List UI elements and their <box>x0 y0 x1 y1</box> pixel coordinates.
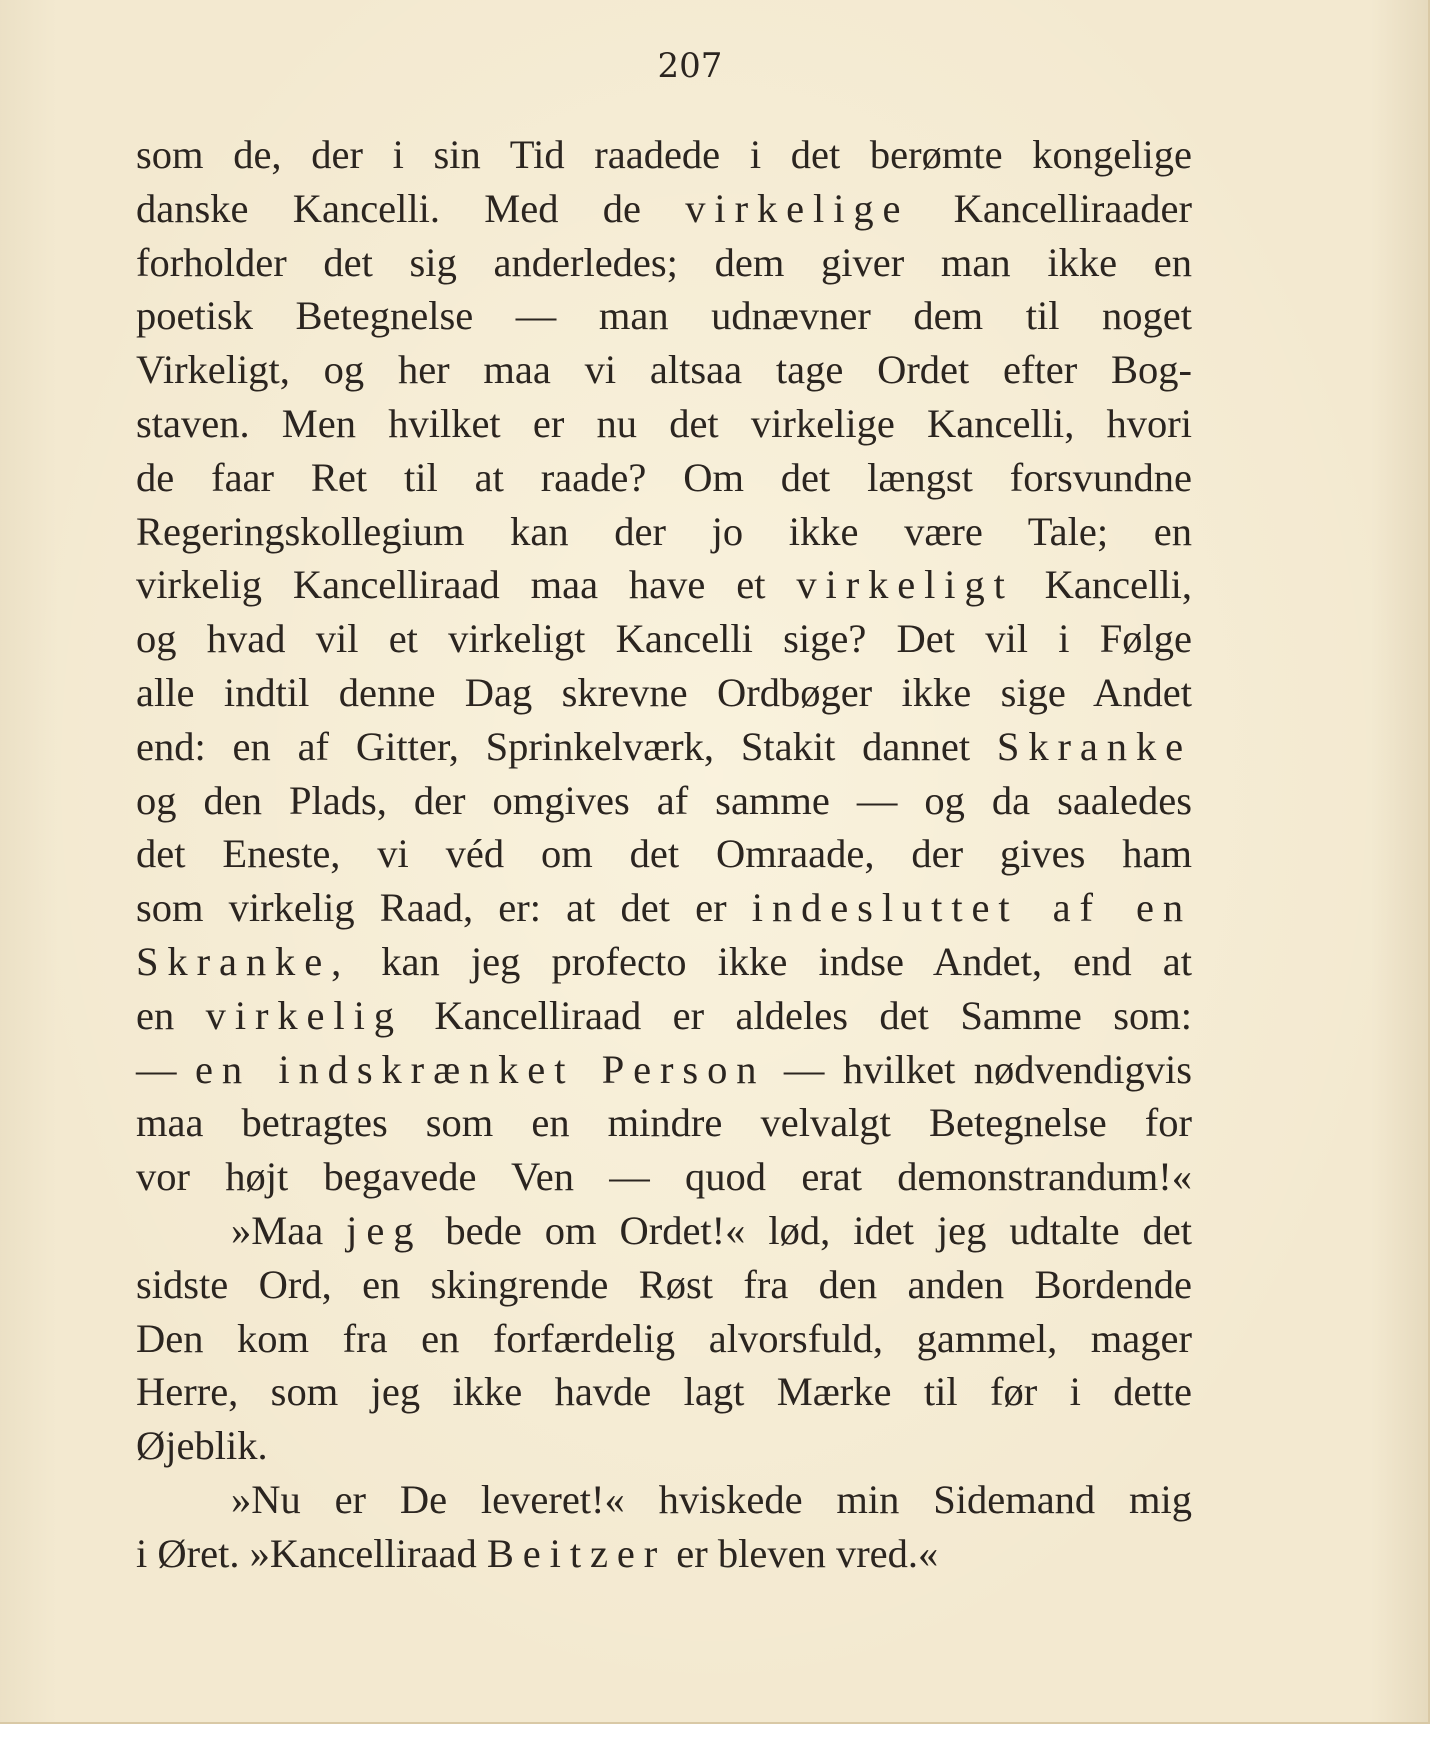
text-line <box>136 1527 1192 1581</box>
text-run: det Eneste, vi véd om det Omraade, der gives ham <box>136 831 1192 877</box>
text-run: Regeringskollegium kan der jo ikke være Tale; en <box>136 508 1192 554</box>
text-line <box>136 1365 1192 1419</box>
text-line <box>136 827 1192 881</box>
text-line <box>136 1204 1192 1258</box>
body-text <box>136 128 1192 1581</box>
text-run: staven. Men hvilket er nu det virkelige Kancelli, hvori <box>136 400 1192 446</box>
text-line <box>136 881 1192 935</box>
text-run: end: en af Gitter, Sprinkelværk, Stakit dannet <box>136 723 997 769</box>
spaced-emphasis-text: Skranke <box>996 723 1192 769</box>
spaced-emphasis-text: virkelige <box>685 185 910 231</box>
text-line <box>136 343 1192 397</box>
text-line <box>136 1043 1192 1097</box>
text-line <box>136 505 1192 559</box>
text-line <box>136 1150 1192 1204</box>
text-line <box>136 1096 1192 1150</box>
text-line <box>136 128 1192 182</box>
text-line <box>136 1419 1192 1473</box>
text-line <box>136 558 1192 612</box>
text-run: maa betragtes som en mindre velvalgt Betegnelse for <box>136 1100 1192 1146</box>
text-run: »Nu er De leveret!« hviskede min Sidemand mig <box>231 1476 1192 1522</box>
text-line <box>136 397 1192 451</box>
text-run: de faar Ret til at raade? Om det længst forsvundne <box>136 454 1192 500</box>
text-run: og den Plads, der omgives af samme — og da saaledes <box>136 777 1192 823</box>
text-run: forholder det sig anderledes; dem giver man ikke en <box>136 239 1192 285</box>
text-run: virkelig Kancelliraad maa have et <box>136 562 797 608</box>
text-line <box>136 612 1192 666</box>
text-run: Virkeligt, og her maa vi altsaa tage Ordet efter Bog- <box>136 347 1192 393</box>
text-run: alle indtil denne Dag skrevne Ordbøger ikke sige Andet <box>136 669 1192 715</box>
text-run: vor højt begavede Ven — quod erat demonstrandum!« <box>136 1154 1192 1200</box>
text-line <box>136 1312 1192 1366</box>
text-run: Kancelli, <box>1013 562 1192 608</box>
text-run: sidste Ord, en skingrende Røst fra den anden Bordende <box>136 1261 1192 1307</box>
text-run: som virkelig Raad, er: at det er <box>136 885 752 931</box>
text-run: — <box>136 1046 195 1092</box>
text-line <box>136 774 1192 828</box>
page-number: 207 <box>657 46 723 86</box>
text-run: Den kom fra en forfærdelig alvorsfuld, gammel, mager <box>136 1315 1192 1361</box>
text-run: og hvad vil et virkeligt Kancelli sige? Det vil i Følge <box>136 616 1192 662</box>
text-line <box>136 666 1192 720</box>
text-line <box>136 935 1192 989</box>
text-run: en <box>136 992 206 1038</box>
spaced-emphasis-text: virkeligt <box>796 562 1014 608</box>
text-run: kan jeg profecto ikke indse Andet, end at <box>350 938 1192 984</box>
text-run: Øjeblik. <box>136 1423 268 1469</box>
text-run: Kancelliraader <box>909 185 1192 231</box>
spaced-emphasis-text: indesluttet af en <box>751 885 1192 931</box>
text-line <box>136 720 1192 774</box>
text-run: — hvilket nødvendigvis <box>765 1046 1193 1092</box>
text-line <box>136 989 1192 1043</box>
text-line <box>136 451 1192 505</box>
text-run: som de, der i sin Tid raadede i det berømte kongelige <box>136 132 1192 177</box>
text-run: Kancelliraad er aldeles det Samme som: <box>402 992 1193 1038</box>
text-line <box>136 1258 1192 1312</box>
text-run: danske Kancelli. Med de <box>136 185 686 231</box>
text-line <box>136 289 1192 343</box>
spaced-emphasis-text: Skranke, <box>136 938 351 984</box>
spaced-emphasis-text: en indskrænket Person <box>194 1046 766 1092</box>
text-run: poetisk Betegnelse — man udnævner dem til noget <box>136 293 1192 339</box>
text-run: i Øret. »Kancelliraad <box>136 1530 487 1576</box>
text-run: Herre, som jeg ikke havde lagt Mærke til før i dette <box>136 1369 1192 1415</box>
text-line <box>136 236 1192 290</box>
text-run: bede om Ordet!« lød, idet jeg udtalte det <box>422 1207 1192 1253</box>
text-line <box>136 1473 1192 1527</box>
text-run: er bleven vred.« <box>666 1530 939 1576</box>
text-line <box>136 182 1192 236</box>
text-run: »Maa <box>231 1207 347 1253</box>
spaced-emphasis-text: jeg <box>346 1207 423 1253</box>
spaced-emphasis-text: virkelig <box>205 992 403 1038</box>
spaced-emphasis-text: Beitzer <box>486 1530 667 1576</box>
